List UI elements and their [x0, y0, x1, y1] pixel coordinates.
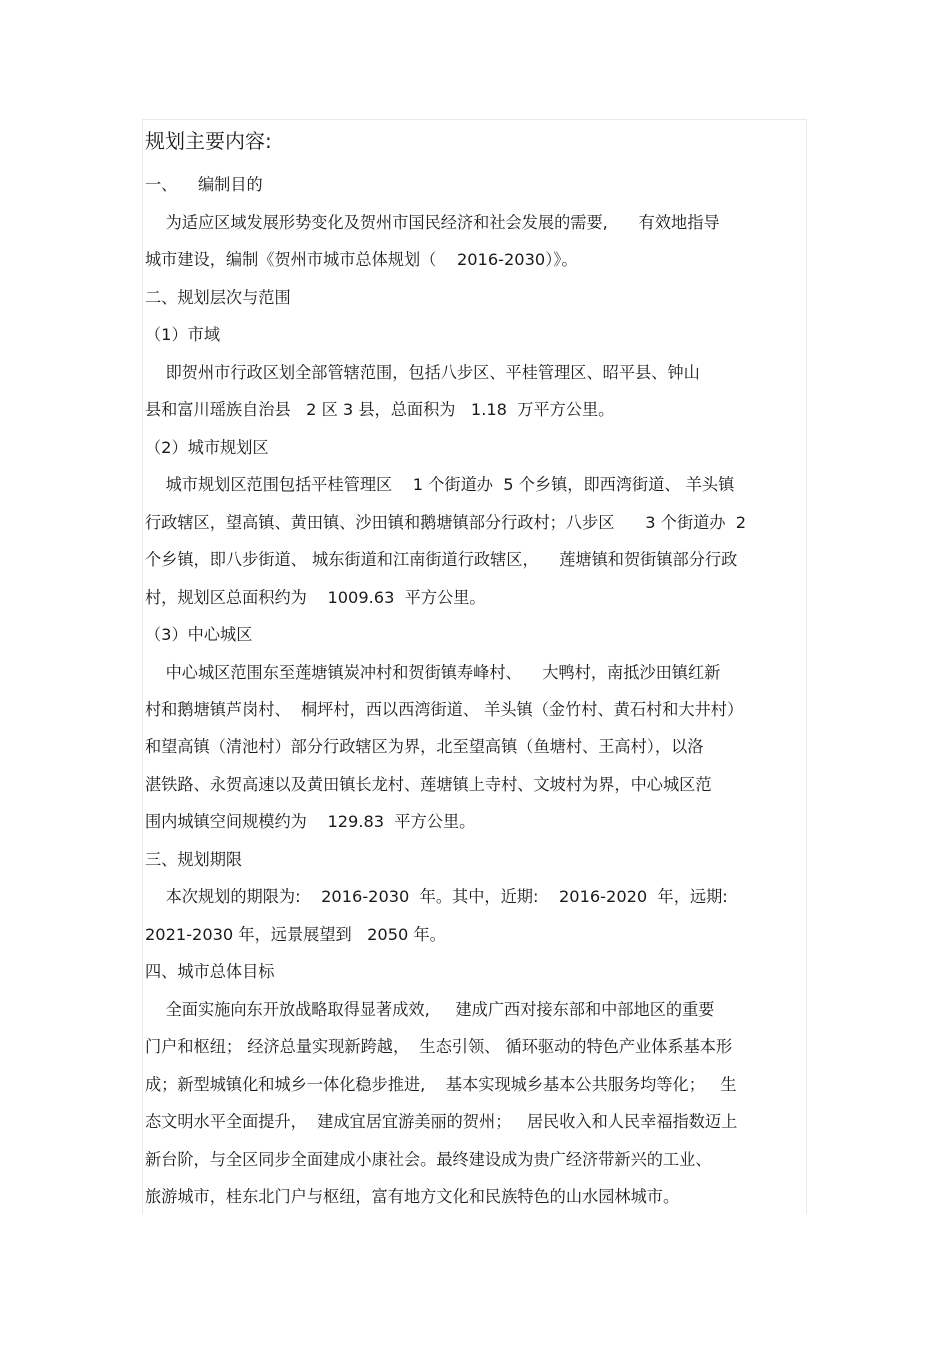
body-line: 全面实施向东开放战略取得显著成效, 建成广西对接东部和中部地区的重要: [145, 1000, 715, 1019]
body-line: 村，规划区总面积约为 1009.63 平方公里。: [145, 588, 486, 607]
body-line: 本次规划的期限为: 2016-2030 年。其中，近期: 2016-2020 年，远期:: [145, 887, 728, 906]
page-title: 规划主要内容:: [145, 129, 272, 153]
body-line: 和望高镇（清池村）部分行政辖区为界，北至望高镇（鱼塘村、王高村），以洛: [145, 737, 704, 756]
body-line: 2021-2030 年，远景展望到 2050 年。: [145, 925, 446, 944]
body-line: 个乡镇，即八步街道、 城东街道和江南街道行政辖区， 莲塘镇和贺街镇部分行政: [145, 550, 738, 569]
body-line: 为适应区域发展形势变化及贺州市国民经济和社会发展的需要, 有效地指导: [145, 213, 720, 232]
body-line: 湛铁路、永贺高速以及黄田镇长龙村、莲塘镇上寺村、文坡村为界，中心城区范: [145, 775, 712, 794]
body-line: 即贺州市行政区划全部管辖范围，包括八步区、平桂管理区、昭平县、钟山: [145, 363, 700, 382]
subheading-1: （1）市域: [145, 325, 221, 344]
heading-1: 一、 编制目的: [145, 175, 263, 194]
body-line: 行政辖区，望高镇、黄田镇、沙田镇和鹅塘镇部分行政村；八步区 3 个街道办 2: [145, 513, 747, 532]
heading-3: 三、规划期限: [145, 850, 243, 869]
subheading-3: （3）中心城区: [145, 625, 253, 644]
body-line: 城市规划区范围包括平桂管理区 1 个街道办 5 个乡镇，即西湾街道、 羊头镇: [145, 475, 735, 494]
body-line: 村和鹅塘镇芦岗村、 桐坪村，西以西湾街道、 羊头镇（金竹村、黄石村和大井村）: [145, 700, 744, 719]
body-line: 城市建设，编制《贺州市城市总体规划（ 2016-2030）》。: [145, 250, 578, 269]
body-line: 围内城镇空间规模约为 129.83 平方公里。: [145, 812, 476, 831]
body-line: 态文明水平全面提升， 建成宜居宜游美丽的贺州； 居民收入和人民幸福指数迈上: [145, 1112, 738, 1131]
body-line: 旅游城市，桂东北门户与枢纽，富有地方文化和民族特色的山水园林城市。: [145, 1187, 680, 1206]
body-line: 门户和枢纽； 经济总量实现新跨越， 生态引领、 循环驱动的特色产业体系基本形: [145, 1037, 733, 1056]
body-line: 新台阶，与全区同步全面建成小康社会。最终建设成为贵广经济带新兴的工业、: [145, 1150, 712, 1169]
heading-2: 二、规划层次与范围: [145, 288, 291, 307]
body-line: 成；新型城镇化和城乡一体化稳步推进, 基本实现城乡基本公共服务均等化； 生: [145, 1075, 737, 1094]
heading-4: 四、城市总体目标: [145, 962, 275, 981]
body-line: 中心城区范围东至莲塘镇炭冲村和贺街镇寿峰村、 大鸭村，南抵沙田镇红新: [145, 663, 721, 682]
subheading-2: （2）城市规划区: [145, 438, 269, 457]
body-line: 县和富川瑶族自治县 2 区 3 县，总面积为 1.18 万平方公里。: [145, 400, 615, 419]
